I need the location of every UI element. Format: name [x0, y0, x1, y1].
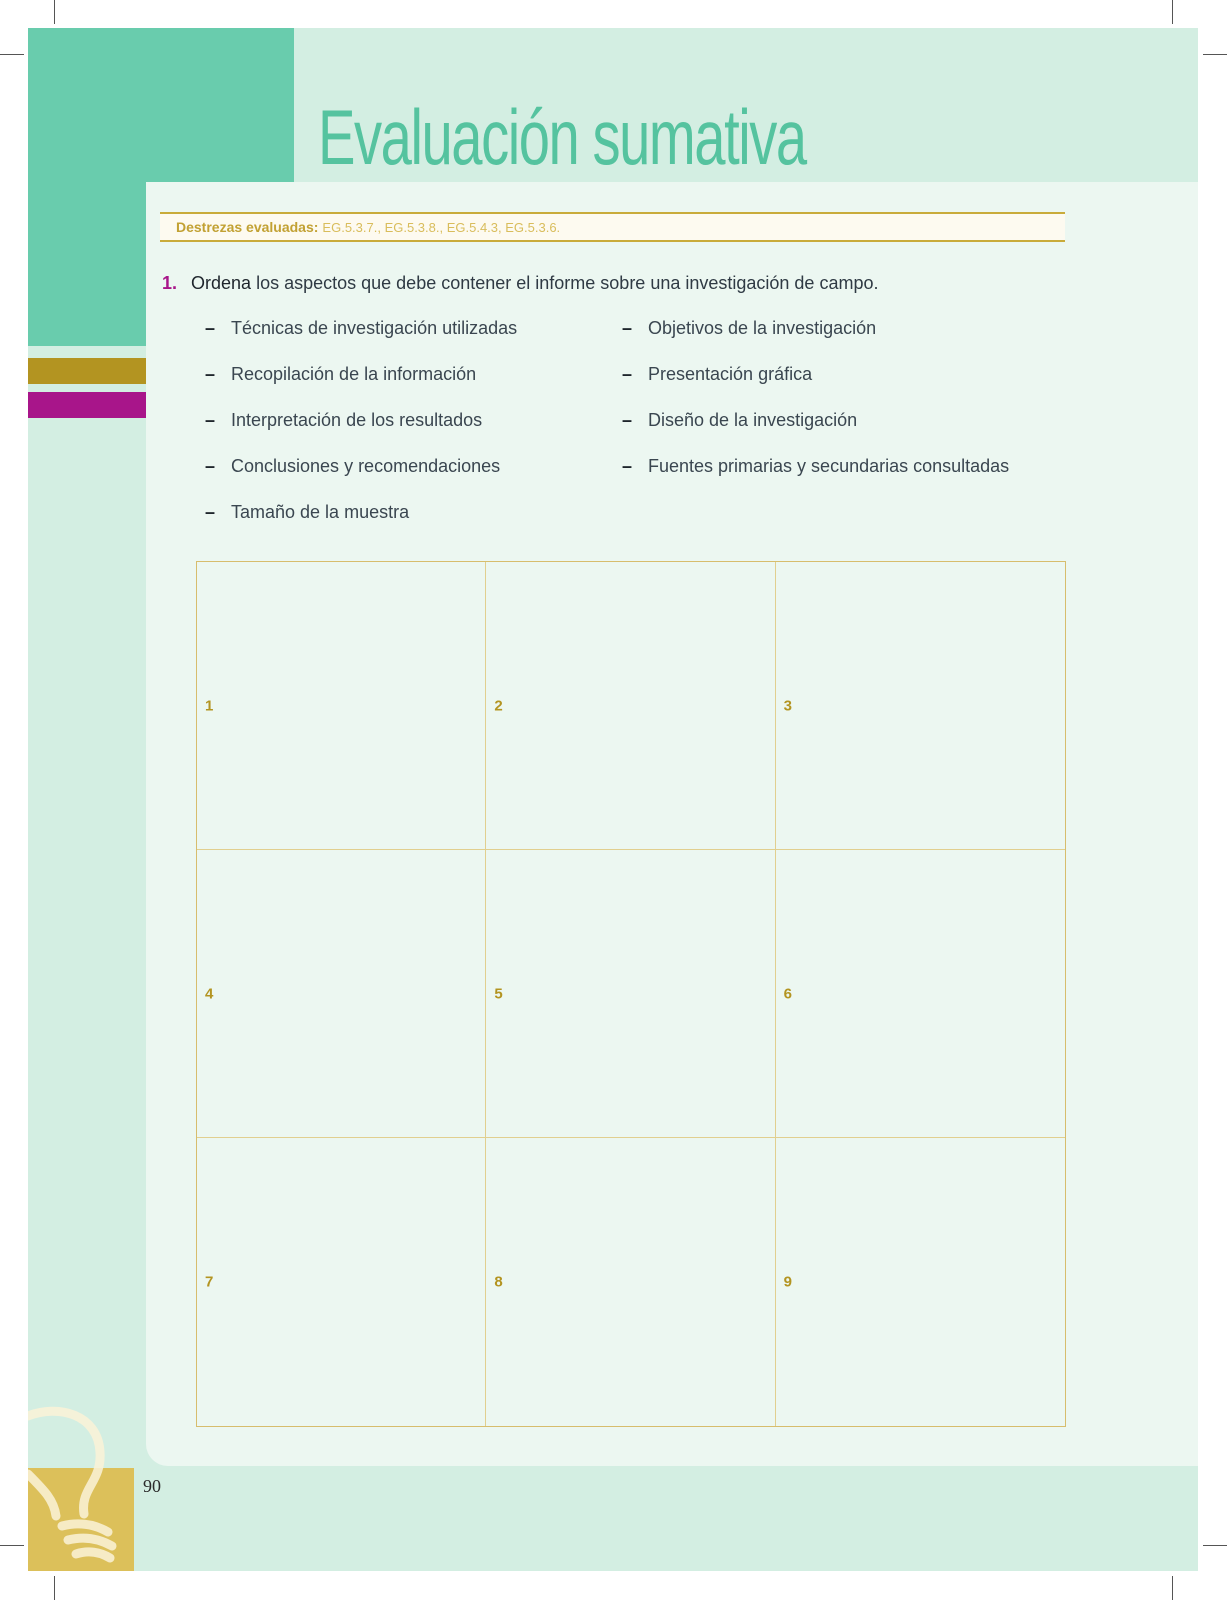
dash-bullet: – [622, 410, 633, 430]
answer-cell[interactable] [486, 850, 775, 1138]
answer-cell[interactable] [776, 850, 1065, 1138]
list-item [622, 410, 1009, 456]
answer-cell[interactable] [197, 562, 486, 850]
question-1 [162, 273, 878, 294]
dash-bullet: – [622, 318, 633, 338]
items-left-list [205, 318, 517, 548]
answer-cell[interactable] [486, 1138, 775, 1426]
list-item [205, 456, 517, 502]
crop-mark [54, 0, 55, 24]
list-item-text: Objetivos de la investigación [648, 318, 877, 338]
list-item-text: Interpretación de los resultados [231, 410, 483, 430]
cell-number: 2 [494, 697, 503, 714]
crop-mark [0, 1545, 24, 1546]
footer-band [28, 1468, 1198, 1571]
items-right-list [622, 318, 1009, 502]
dash-bullet: – [622, 456, 633, 476]
accent-bar-olive [28, 358, 146, 384]
accent-bar-magenta [28, 392, 146, 418]
question-text: los aspectos que debe contener el informe sobre una investigación de campo. [256, 273, 879, 293]
dash-bullet: – [205, 502, 216, 522]
cell-number: 3 [783, 697, 792, 714]
list-item-text: Tamaño de la muestra [231, 502, 410, 522]
list-item [622, 456, 1009, 502]
list-item-text: Diseño de la investigación [648, 410, 858, 430]
page-number: 90 [143, 1476, 161, 1496]
lightbulb-icon [28, 1404, 134, 1564]
cell-number: 9 [783, 1273, 792, 1291]
crop-mark [54, 1576, 55, 1600]
cell-number: 7 [205, 1273, 214, 1291]
crop-mark [1203, 54, 1227, 55]
list-item-text: Recopilación de la información [231, 364, 477, 384]
dash-bullet: – [205, 318, 216, 338]
crop-mark [0, 54, 24, 55]
dash-bullet: – [205, 364, 216, 384]
skills-label: Destrezas evaluadas: [176, 219, 319, 235]
list-item [622, 364, 1009, 410]
skills-box [160, 212, 1065, 242]
answer-cell[interactable] [486, 562, 775, 850]
list-item-text: Fuentes primarias y secundarias consultadas [648, 456, 1010, 476]
answer-cell[interactable] [197, 1138, 486, 1426]
cell-number: 8 [494, 1273, 503, 1291]
answer-cell[interactable] [776, 1138, 1065, 1426]
cell-number: 1 [205, 697, 214, 714]
cell-number: 4 [205, 985, 214, 1002]
list-item [205, 364, 517, 410]
crop-mark [1172, 1576, 1173, 1600]
dash-bullet: – [205, 456, 216, 476]
answer-cell[interactable] [197, 850, 486, 1138]
list-item-text: Presentación gráfica [648, 364, 813, 384]
answer-grid [196, 561, 1066, 1427]
list-item-text: Conclusiones y recomendaciones [231, 456, 501, 476]
list-item [205, 502, 517, 548]
answer-cell[interactable] [776, 562, 1065, 850]
list-item [622, 318, 1009, 364]
crop-mark [1203, 1545, 1227, 1546]
dash-bullet: – [205, 410, 216, 430]
list-item [205, 318, 517, 364]
dash-bullet: – [622, 364, 633, 384]
skills-value: EG.5.3.7., EG.5.3.8., EG.5.4.3, EG.5.3.6. [322, 219, 561, 235]
page-title: Evaluación sumativa [318, 93, 806, 181]
list-item-text: Técnicas de investigación utilizadas [231, 318, 518, 338]
question-verb: Ordena [191, 273, 252, 293]
list-item [205, 410, 517, 456]
cell-number: 6 [783, 985, 792, 1002]
crop-mark [1172, 0, 1173, 24]
cell-number: 5 [494, 985, 503, 1002]
question-number: 1. [162, 273, 178, 293]
